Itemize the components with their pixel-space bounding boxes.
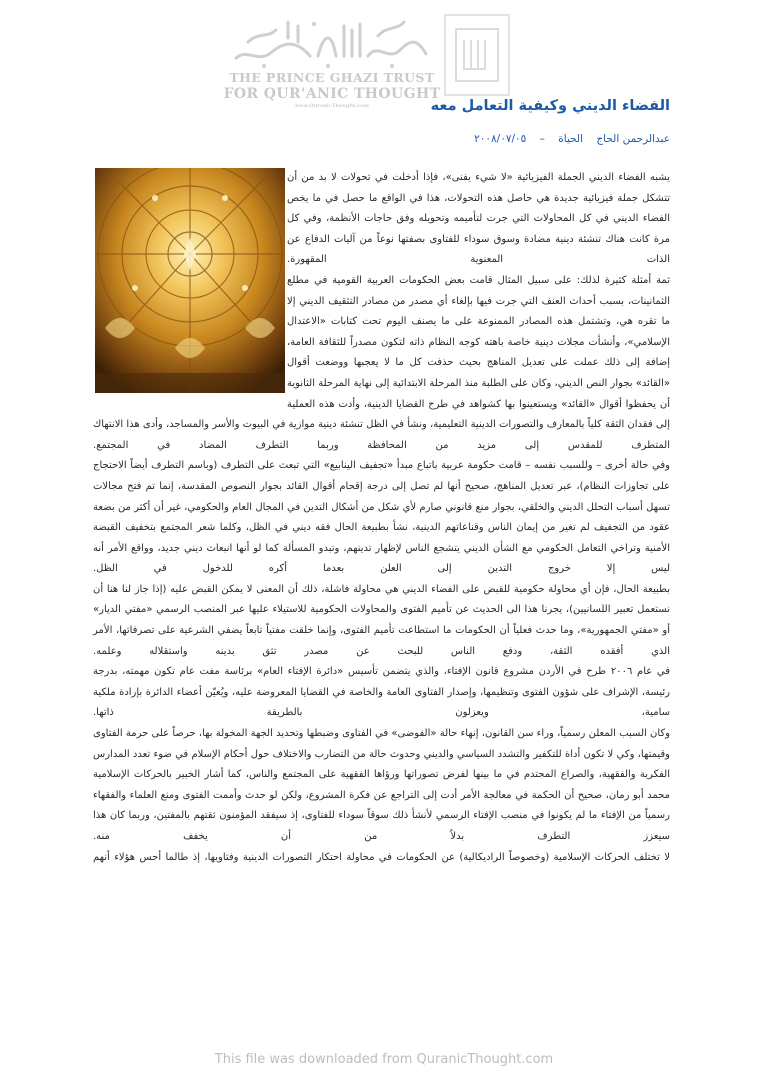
byline-separator: – — [539, 133, 545, 145]
trust-english-name — [222, 69, 442, 109]
trust-website: www.QuranicThought.com — [295, 103, 369, 109]
paragraph: في عام ٢٠٠٦ طرح في الأردن مشروع قانون الإفتاء، والذي يتضمن تأسيس «دائرة الإفتاء العام» برئاسة مفت عام تكون مهمته، بدرجة رئيسة، الإشراف على شؤون الفتوى وتنظيمها، وإصدار الفتاوى العامة والخاصة في القضايا المعروضة عليه، ويُعيّن أعضاء الدائرة بإرادة ملكية سامية، ويعزلون بالطريقة ذاتها. — [93, 666, 671, 719]
article-title: الفضاء الديني وكيفية التعامل معه — [430, 98, 670, 114]
article-body — [93, 168, 670, 868]
author-name: عبدالرحمن الحاج — [596, 133, 670, 145]
paragraph: وكان السبب المعلن رسمياً، وراء سن القانون، إنهاء حالة «الفوضى» في الفتاوى وضبطها وتحديد الجهة المخولة بها، حرصاً على حرمة الفتاوى وقيمتها، وكي لا تكون أداة للتكفير والتشدد السياسي والديني وحدوث حالة من التضارب والاختلاف حول أحكام الإسلام في ضوء تعدد المدارس الفكرية والفقهية، والصراع المحتدم في ما بينها لفرض تصوراتها ورؤاها الفقهية على المجتمع والناس، كما أشار الخبير بالحركات الإسلامية محمد أبو رمان، صحيح أن الحكمة في معالجة الأمر أدت إلى التراجع عن فكرة المشروع، ولكن لو حدث وأممت الفتوى ومنع العلماء والفقهاء رسمياً من الإفتاء ما لم يكونوا في منصب الإفتاء الرسمي لأنشأ ذلك سوقاً سوداء للفتاوى، إذ سيفقد المؤمنون ثقتهم بالمفتين، وربما كان هذا سيعزز التطرف بدلاً من أن يخفف منه. — [93, 728, 670, 842]
paragraph: لا تختلف الحركات الإسلامية (وخصوصاً الراديكالية) عن الحكومات في محاولة احتكار التصورات الدينية وفتاويها، إذ طالما أحس هؤلاء أنهم — [93, 851, 670, 863]
trust-emblem-icon — [444, 14, 510, 96]
article-byline — [464, 133, 670, 145]
source-name: الحياة — [558, 133, 584, 145]
paragraph: ثمة أمثلة كثيرة لذلك: على سبيل المثال قامت بعض الحكومات العربية القومية في مطلع الثمانينات، بسبب أحداث العنف التي جرت فيها بإلغاء أي مصدر من مصادر التثقيف الديني إلا ما تقره هي، وتشتمل هذه المصادر الممنوعة على ما يصنف اليوم تحت كتابات «الاعتدال الإسلامي»، وأنشأت مجلات دينية خاصة باهته كوجه النظام ذاته لتكون مصدراً للثقافة العامة، إضافة إلى ذلك عملت على تعديل المناهج بحيث حذفت كل ما لا يعجبها ووضعت أقوال «القائد» بجوار النص الديني، وكان على الطلبة منذ المرحلة الابتدائية إلى نهاية المرحلة الثانوية أن يحفظوا أقوال «القائد» ويستعينوا بها كشواهد في طرح القضايا الدينية، وأدت هذه العملية إلى فقدان الثقة كلياً بالمعارف والتصورات الدينية التعليمية، ونشأ في الظل تنشئة دينية موازية في البيوت والأسر والمساجد، وأدى هذا الانتهاك المتطرف للمقدس إلى مزيد من المحافظة وربما التطرف المضاد في المجتمع. — [93, 274, 670, 451]
trust-name-line1: THE PRINCE GHAZI TRUST — [229, 70, 435, 85]
photo-wrap-spacer — [93, 168, 287, 400]
trust-arabic-logo — [228, 12, 433, 74]
paragraph: يشبه الفضاء الديني الجملة الفيزيائية «لا شيء يفنى»، فإذا أدخلت في تحولات لا بد من أن تتشكل جملة فيزيائية جديدة هي حاصل هذه التحولات، هذا في الواقع ما حصل في ما يخص الفضاء الديني في كل المحاولات التي جرت لتأميمه وتحويله وفق حاجات الأنظمة، وفي كل مرة كانت هناك تنشئة دينية مضادة وسوق سوداء للفتاوى بصفتها نوعاً من آليات الدفاع عن الذات المعنوية المقهورة. — [287, 172, 670, 266]
paragraph: وفي حالة أخرى – وللسبب نفسه – قامت حكومة عربية باتباع مبدأ «تجفيف الينابيع» التي تبعث على التطرف (وباسم التطرف أيضاً الاحتجاج على تجاوزات النظام)، عبر تعديل المناهج، صحيح أنها لم تصل إلى درجة إقحام أقوال القائد بجوار النصوص المقدسة، إنما تم فتح مجالات تسهل أسباب التحلل الديني والخلقي، بجوار منع قانوني صارم لأي شكل من أشكال التدين في المجال العام والحكومي، غير أن أكثر من بضعة عقود من التجفيف لم تغير من إيمان الناس وقناعاتهم الدينية، نشأ بطبيعة الحال فقه ديني في الظل، وكلما شعر المجتمع بتخفيف القبضة الأمنية وتراخي التعامل الحكومي مع الشأن الديني يتشجع الناس لإظهار تدينهم، وتبدو المسألة كما لو أنها انبعاث ديني جديد، وواقع الأمر أنه ليس إلا خروج التدين إلى العلن بعدما أكره للدخول في الظل. — [93, 460, 670, 575]
paragraph: بطبيعة الحال، فإن أي محاولة حكومية للقبض على الفضاء الديني هي محاولة فاشلة، ذلك أن المعنى لا يمكن القبض عليه (إذا جاز لنا هنا أن نستعمل تعبير اللسانيين)، يجرنا هذا الى الحديث عن تأميم الفتوى والمحاولات الحكومية للاستيلاء عليها عبر المنصب الرسمي «مفتي الديار» أو «مفتي الجمهورية»، وما حدث فعلياً أن الحكومات ما استطاعت تأميم الفتوى، وإنما خلقت مفتياً تابعاً يضفي الشرعية على تصرفاتها، الأمر الذي أفقده الثقة، ودفع الناس للبحث عن مصدر تثق بدينه واستقلاله وعلمه. — [93, 583, 670, 657]
trust-name-line2: FOR QUR'ANIC THOUGHT — [223, 86, 441, 102]
publish-date: ٢٠٠٨/٠٧/٠٥ — [474, 133, 527, 145]
download-footer: This file was downloaded from QuranicThought.com — [214, 1052, 554, 1067]
